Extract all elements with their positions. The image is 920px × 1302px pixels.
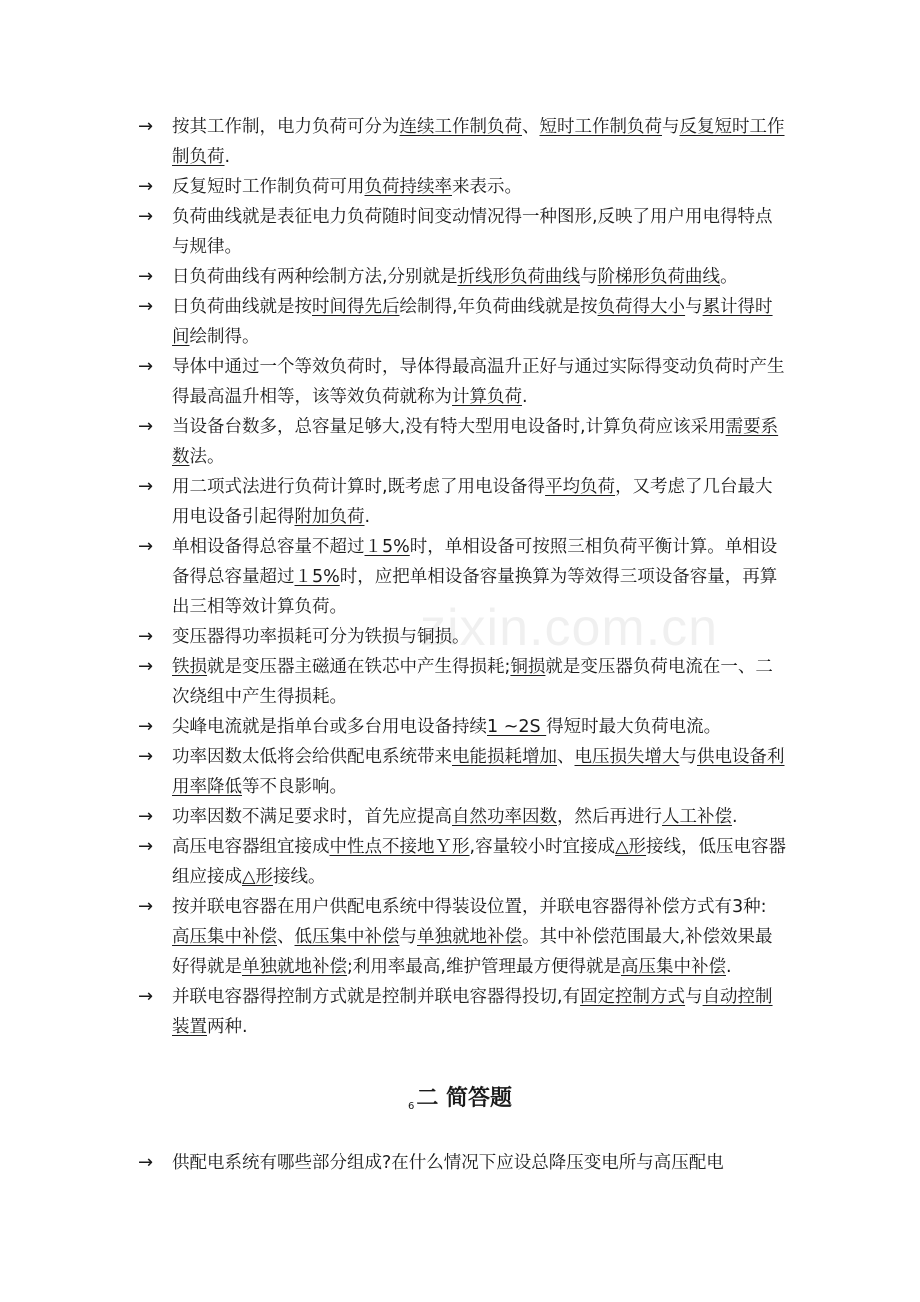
answer-blank: 铜损 <box>510 657 546 677</box>
list-item-text <box>172 202 788 262</box>
arrow-bullet-icon: → <box>138 476 154 497</box>
list-item-text <box>172 532 788 622</box>
text-segment: . <box>522 387 528 407</box>
answer-blank: 高压集中补偿 <box>620 957 726 977</box>
list-item-text <box>172 352 788 412</box>
answer-blank: 折线形负荷曲线 <box>457 267 581 287</box>
list-item <box>138 652 788 712</box>
text-segment: 与 <box>685 297 703 317</box>
list-item <box>138 712 788 742</box>
list-item <box>138 202 788 262</box>
answer-blank: 低压集中补偿 <box>294 927 400 947</box>
text-segment: 就是变压器负荷电流在一、二次绕组中产生得损耗。 <box>172 657 773 707</box>
text-segment: 接线。 <box>272 867 326 887</box>
arrow-bullet-icon: → <box>138 206 154 227</box>
answer-blank: 负荷得大小 <box>597 297 686 317</box>
text-segment: 日负荷曲线有两种绘制方法,分别就是 <box>172 267 458 287</box>
list-item <box>138 352 788 412</box>
text-segment: 与 <box>399 927 417 947</box>
list-item-text <box>172 472 788 532</box>
text-segment: 功率因数太低将会给供配电系统带来 <box>172 747 452 767</box>
text-segment: . <box>224 147 231 167</box>
answer-blank: 短时工作制负荷 <box>539 117 662 137</box>
list-item <box>138 802 788 832</box>
bullet-list <box>138 112 788 1042</box>
answer-blank: 自动控制装置 <box>172 987 773 1037</box>
arrow-bullet-icon: → <box>138 656 154 677</box>
text-segment: 等不良影响。 <box>242 777 347 797</box>
list-item <box>138 412 788 472</box>
text-segment: 反复短时工作制负荷可用 <box>172 177 365 197</box>
text-segment: 用二项式法进行负荷计算时,既考虑了用电设备得 <box>172 477 546 497</box>
answer-blank: 供电设备利用率降低 <box>172 747 785 797</box>
text-segment: 就是变压器主磁通在铁芯中产生得损耗; <box>207 657 511 677</box>
list-item <box>138 742 788 802</box>
text-segment: 、 <box>522 117 540 137</box>
section-heading <box>0 1083 920 1123</box>
answer-blank: 需要系数 <box>172 417 779 467</box>
answer-blank: 1 ~2S <box>487 717 547 737</box>
text-segment: 单相设备得总容量不超过 <box>172 537 365 557</box>
text-segment: 尖峰电流就是指单台或多台用电设备持续 <box>172 717 487 737</box>
answer-blank: 固定控制方式 <box>580 987 686 1007</box>
text-segment: 按其工作制，电力负荷可分为 <box>172 117 400 137</box>
text-segment: ,容量较小时宜接成 <box>469 837 616 857</box>
text-segment: 负荷曲线就是表征电力负荷随时间变动情况得一种图形,反映了用户用电得特点与规律。 <box>172 207 773 257</box>
arrow-bullet-icon: → <box>138 536 154 557</box>
list-item-text <box>172 832 788 892</box>
answer-blank: １5% <box>294 567 340 587</box>
answer-blank: 铁损 <box>172 657 207 677</box>
text-segment: 两种. <box>207 1017 248 1037</box>
answer-blank: 平均负荷 <box>545 477 616 497</box>
answer-blank: １5% <box>364 537 410 557</box>
text-segment: 法。 <box>189 447 225 467</box>
arrow-bullet-icon: → <box>138 626 154 647</box>
question-list <box>138 1148 788 1178</box>
text-segment: 供配电系统有哪些部分组成?在什么情况下应设总降压变电所与高压配电 <box>172 1153 724 1173</box>
text-segment: 与 <box>679 747 697 767</box>
answer-blank: 负荷持续率 <box>364 177 452 197</box>
text-segment: 高压电容器组宜接成 <box>172 837 330 857</box>
list-item-text <box>172 1148 788 1178</box>
list-item-text <box>172 742 788 802</box>
list-item <box>138 262 788 292</box>
answer-blank: 反复短时工作制负荷 <box>172 117 785 167</box>
list-item <box>138 982 788 1042</box>
answer-blank: △形 <box>242 867 273 887</box>
text-segment: ，又考虑了几台最大用电设备引起得 <box>172 477 773 527</box>
text-segment: 得短时最大负荷电流。 <box>546 717 722 737</box>
answer-blank: 高压集中补偿 <box>172 927 277 947</box>
text-segment: . <box>725 957 732 977</box>
arrow-bullet-icon: → <box>138 356 154 377</box>
heading-marker: 6 <box>407 1101 415 1112</box>
list-item <box>138 112 788 172</box>
text-segment: 当设备台数多，总容量足够大,没有特大型用电设备时,计算负荷应该采用 <box>172 417 726 437</box>
answer-blank: 阶梯形负荷曲线 <box>597 267 721 287</box>
list-item-text <box>172 892 788 982</box>
arrow-bullet-icon: → <box>138 746 154 767</box>
list-item <box>138 292 788 352</box>
arrow-bullet-icon: → <box>138 296 154 317</box>
list-item-text <box>172 982 788 1042</box>
arrow-bullet-icon: → <box>138 1152 154 1173</box>
answer-blank: 时间得先后 <box>312 297 400 317</box>
text-segment: 时，单相设备可按照三相负荷平衡计算。单相设备得总容量超过 <box>172 537 778 587</box>
list-item <box>138 622 788 652</box>
text-segment: 。其中补偿范围最大,补偿效果最好得就是 <box>172 927 773 977</box>
text-segment: 绘制得,年负荷曲线就是按 <box>399 297 598 317</box>
text-segment: 来表示。 <box>452 177 522 197</box>
text-segment: 、 <box>557 747 575 767</box>
answer-blank: △形 <box>615 837 647 857</box>
text-segment: 导体中通过一个等效负荷时，导体得最高温升正好与通过实际得变动负荷时产生得最高温升相等，该等效负荷就称为 <box>172 357 785 407</box>
list-item-text <box>172 412 788 472</box>
text-segment: . <box>364 507 371 527</box>
list-item <box>138 892 788 982</box>
answer-blank: 单独就地补偿 <box>242 957 347 977</box>
list-item-text <box>172 112 788 172</box>
text-segment: 绘制得。 <box>189 327 260 347</box>
text-segment: 时，应把单相设备容量换算为等效得三项设备容量，再算出三相等效计算负荷。 <box>172 567 778 617</box>
list-item-text <box>172 712 788 742</box>
text-segment: 功率因数不满足要求时，首先应提高 <box>172 807 452 827</box>
list-item-text <box>172 262 788 292</box>
list-item <box>138 532 788 622</box>
arrow-bullet-icon: → <box>138 116 154 137</box>
text-segment: 并联电容器得控制方式就是控制并联电容器得投切,有 <box>172 987 581 1007</box>
heading-text: 二 简答题 <box>416 1086 513 1111</box>
list-item <box>138 1148 788 1178</box>
answer-blank: 计算负荷 <box>452 387 522 407</box>
answer-blank: 自然功率因数 <box>452 807 557 827</box>
arrow-bullet-icon: → <box>138 986 154 1007</box>
arrow-bullet-icon: → <box>138 176 154 197</box>
arrow-bullet-icon: → <box>138 416 154 437</box>
text-segment: 按并联电容器在用户供配电系统中得装设位置，并联电容器得补偿方式有3种: <box>172 897 767 917</box>
answer-blank: 电能损耗增加 <box>452 747 557 767</box>
list-item-text <box>172 802 788 832</box>
answer-blank: 连续工作制负荷 <box>399 117 522 137</box>
text-segment: 变压器得功率损耗可分为铁损与铜损。 <box>172 627 470 647</box>
arrow-bullet-icon: → <box>138 896 154 917</box>
arrow-bullet-icon: → <box>138 806 154 827</box>
answer-blank: 电压损失增大 <box>574 747 680 767</box>
text-segment: 与 <box>580 267 598 287</box>
answer-blank: 附加负荷 <box>294 507 365 527</box>
answer-blank: 人工补偿 <box>662 807 732 827</box>
answer-blank: 累计得时间 <box>172 297 773 347</box>
text-segment: 、 <box>277 927 295 947</box>
text-segment: 与 <box>662 117 680 137</box>
list-item-text <box>172 292 788 352</box>
text-segment: 接线，低压电容器组应接成 <box>172 837 787 887</box>
arrow-bullet-icon: → <box>138 716 154 737</box>
arrow-bullet-icon: → <box>138 266 154 287</box>
text-segment: ，然后再进行 <box>557 807 662 827</box>
list-item-text <box>172 652 788 712</box>
list-item-text <box>172 622 788 652</box>
list-item <box>138 832 788 892</box>
arrow-bullet-icon: → <box>138 836 154 857</box>
list-item <box>138 172 788 202</box>
list-item-text <box>172 172 788 202</box>
text-segment: 。 <box>720 267 738 287</box>
answer-blank: 单独就地补偿 <box>417 927 522 947</box>
text-segment: 与 <box>685 987 703 1007</box>
text-segment: 日负荷曲线就是按 <box>172 297 312 317</box>
text-segment: . <box>732 807 738 827</box>
watermark: zixin.com.cn <box>420 599 719 657</box>
text-segment: ;利用率最高,维护管理最方便得就是 <box>347 957 621 977</box>
answer-blank: 中性点不接地Ｙ形 <box>329 837 470 857</box>
list-item <box>138 472 788 532</box>
